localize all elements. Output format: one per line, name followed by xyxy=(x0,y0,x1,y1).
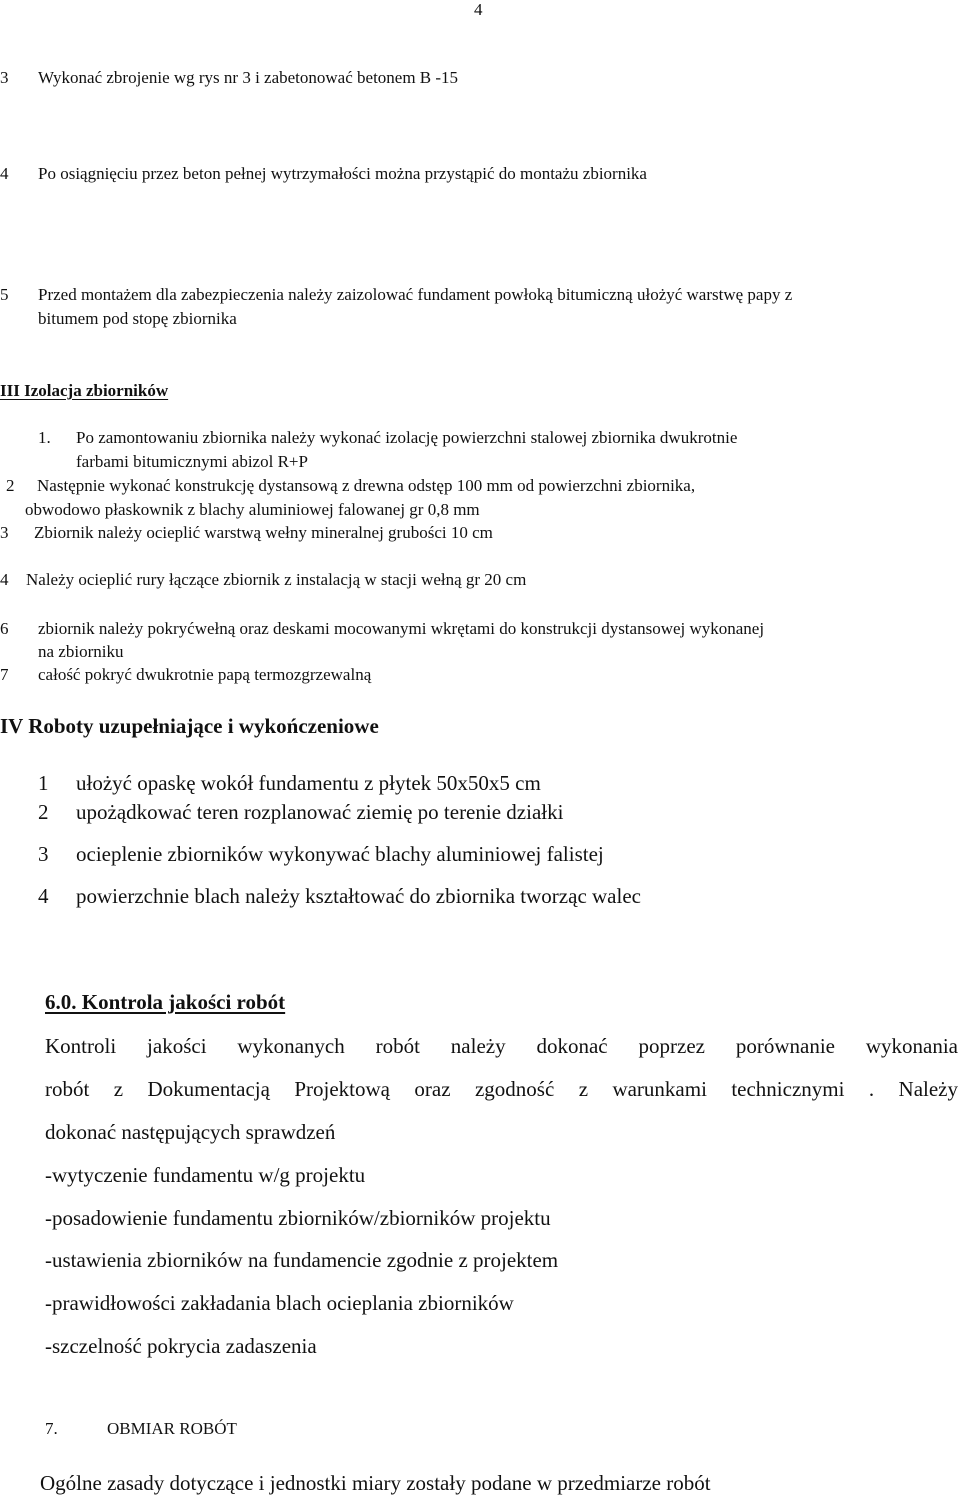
item-text: powierzchnie blach należy kształtować do zbiornika tworząc walec xyxy=(76,884,641,908)
item-number: 1. xyxy=(38,428,51,447)
item-number: 6 xyxy=(0,619,9,638)
list-item xyxy=(0,568,526,592)
list-item xyxy=(38,839,604,869)
section-heading: III Izolacja zbiorników xyxy=(0,381,169,400)
item-number: 2 xyxy=(6,476,15,495)
item-text: Po zamontowaniu zbiornika należy wykonać izolację powierzchni stalowej zbiornika dwukrotnie xyxy=(76,428,738,447)
item-number: 3 xyxy=(0,68,9,87)
paragraph: Ogólne zasady dotyczące i jednostki miary zostały podane w przedmiarze robót xyxy=(40,1471,711,1495)
item-text: Po osiągnięciu przez beton pełnej wytrzymałości można przystąpić do montażu zbiornika xyxy=(38,164,647,183)
item-text: Należy ocieplić rury łączące zbiornik z instalacją w stacji wełną gr 20 cm xyxy=(26,570,527,589)
item-text-continued: farbami bitumicznymi abizol R+P xyxy=(76,452,308,471)
item-text-continued: bitumem pod stopę zbiornika xyxy=(38,309,237,328)
list-item xyxy=(0,474,695,498)
section-title: OBMIAR ROBÓT xyxy=(107,1419,237,1438)
list-item xyxy=(0,162,647,186)
item-text-continued: na zbiorniku xyxy=(38,642,124,661)
item-number: 4 xyxy=(0,570,9,589)
item-text-continued: obwodowo płaskownik z blachy aluminiowej falowanej gr 0,8 mm xyxy=(25,500,480,519)
list-item xyxy=(38,426,737,450)
section-heading: 6.0. Kontrola jakości robót xyxy=(45,990,286,1014)
item-text: zbiornik należy pokryćwełną oraz deskami mocowanymi wkrętami do konstrukcji dystansowej wykonanej xyxy=(38,619,765,638)
item-text: Wykonać zbrojenie wg rys nr 3 i zabetonować betonem B -15 xyxy=(38,68,459,87)
item-text: całość pokryć dwukrotnie papą termozgrzewalną xyxy=(38,665,372,684)
list-item xyxy=(0,283,792,307)
item-number: 1 xyxy=(38,771,49,795)
item-number: 3 xyxy=(38,842,49,866)
page-number: 4 xyxy=(474,0,483,19)
paragraph-line: dokonać następujących sprawdzeń xyxy=(45,1120,336,1144)
item-number: 2 xyxy=(38,800,49,824)
section-heading: IV Roboty uzupełniające i wykończeniowe xyxy=(0,714,379,738)
item-number: 7 xyxy=(0,665,9,684)
check-item: -posadowienie fundamentu zbiorników/zbiorników projektu xyxy=(45,1206,551,1230)
item-text: Następnie wykonać konstrukcję dystansową z drewna odstęp 100 mm od powierzchni zbiornika, xyxy=(37,476,696,495)
paragraph-line: Kontroli jakości wykonanych robót należy dokonać poprzez porównanie wykonania xyxy=(45,1034,958,1058)
list-item xyxy=(0,521,493,545)
check-item: -szczelność pokrycia zadaszenia xyxy=(45,1334,317,1358)
item-number: 3 xyxy=(0,523,9,542)
list-item xyxy=(38,797,563,827)
check-item: -wytyczenie fundamentu w/g projektu xyxy=(45,1163,366,1187)
section-number: 7. xyxy=(45,1419,58,1438)
list-item xyxy=(0,663,371,687)
list-item xyxy=(0,617,764,641)
list-item xyxy=(38,768,541,798)
item-text: ułożyć opaskę wokół fundamentu z płytek 50x50x5 cm xyxy=(76,771,541,795)
item-text: Przed montażem dla zabezpieczenia należy zaizolować fundament powłoką bitumiczną ułożyć warstwę papy z xyxy=(38,285,793,304)
paragraph-line: robót z Dokumentacją Projektową oraz zgodność z warunkami technicznymi . Należy xyxy=(45,1077,958,1101)
item-number: 5 xyxy=(0,285,9,304)
check-item: -prawidłowości zakładania blach ocieplania zbiorników xyxy=(45,1291,514,1315)
check-item: -ustawienia zbiorników na fundamencie zgodnie z projektem xyxy=(45,1248,559,1272)
item-number: 4 xyxy=(38,884,49,908)
section-heading xyxy=(45,1417,237,1441)
list-item xyxy=(38,881,641,911)
list-item xyxy=(0,66,458,90)
item-number: 4 xyxy=(0,164,9,183)
item-text: ocieplenie zbiorników wykonywać blachy aluminiowej falistej xyxy=(76,842,604,866)
item-text: Zbiornik należy ocieplić warstwą wełny mineralnej grubości 10 cm xyxy=(34,523,493,542)
item-text: upożądkować teren rozplanować ziemię po terenie działki xyxy=(76,800,564,824)
